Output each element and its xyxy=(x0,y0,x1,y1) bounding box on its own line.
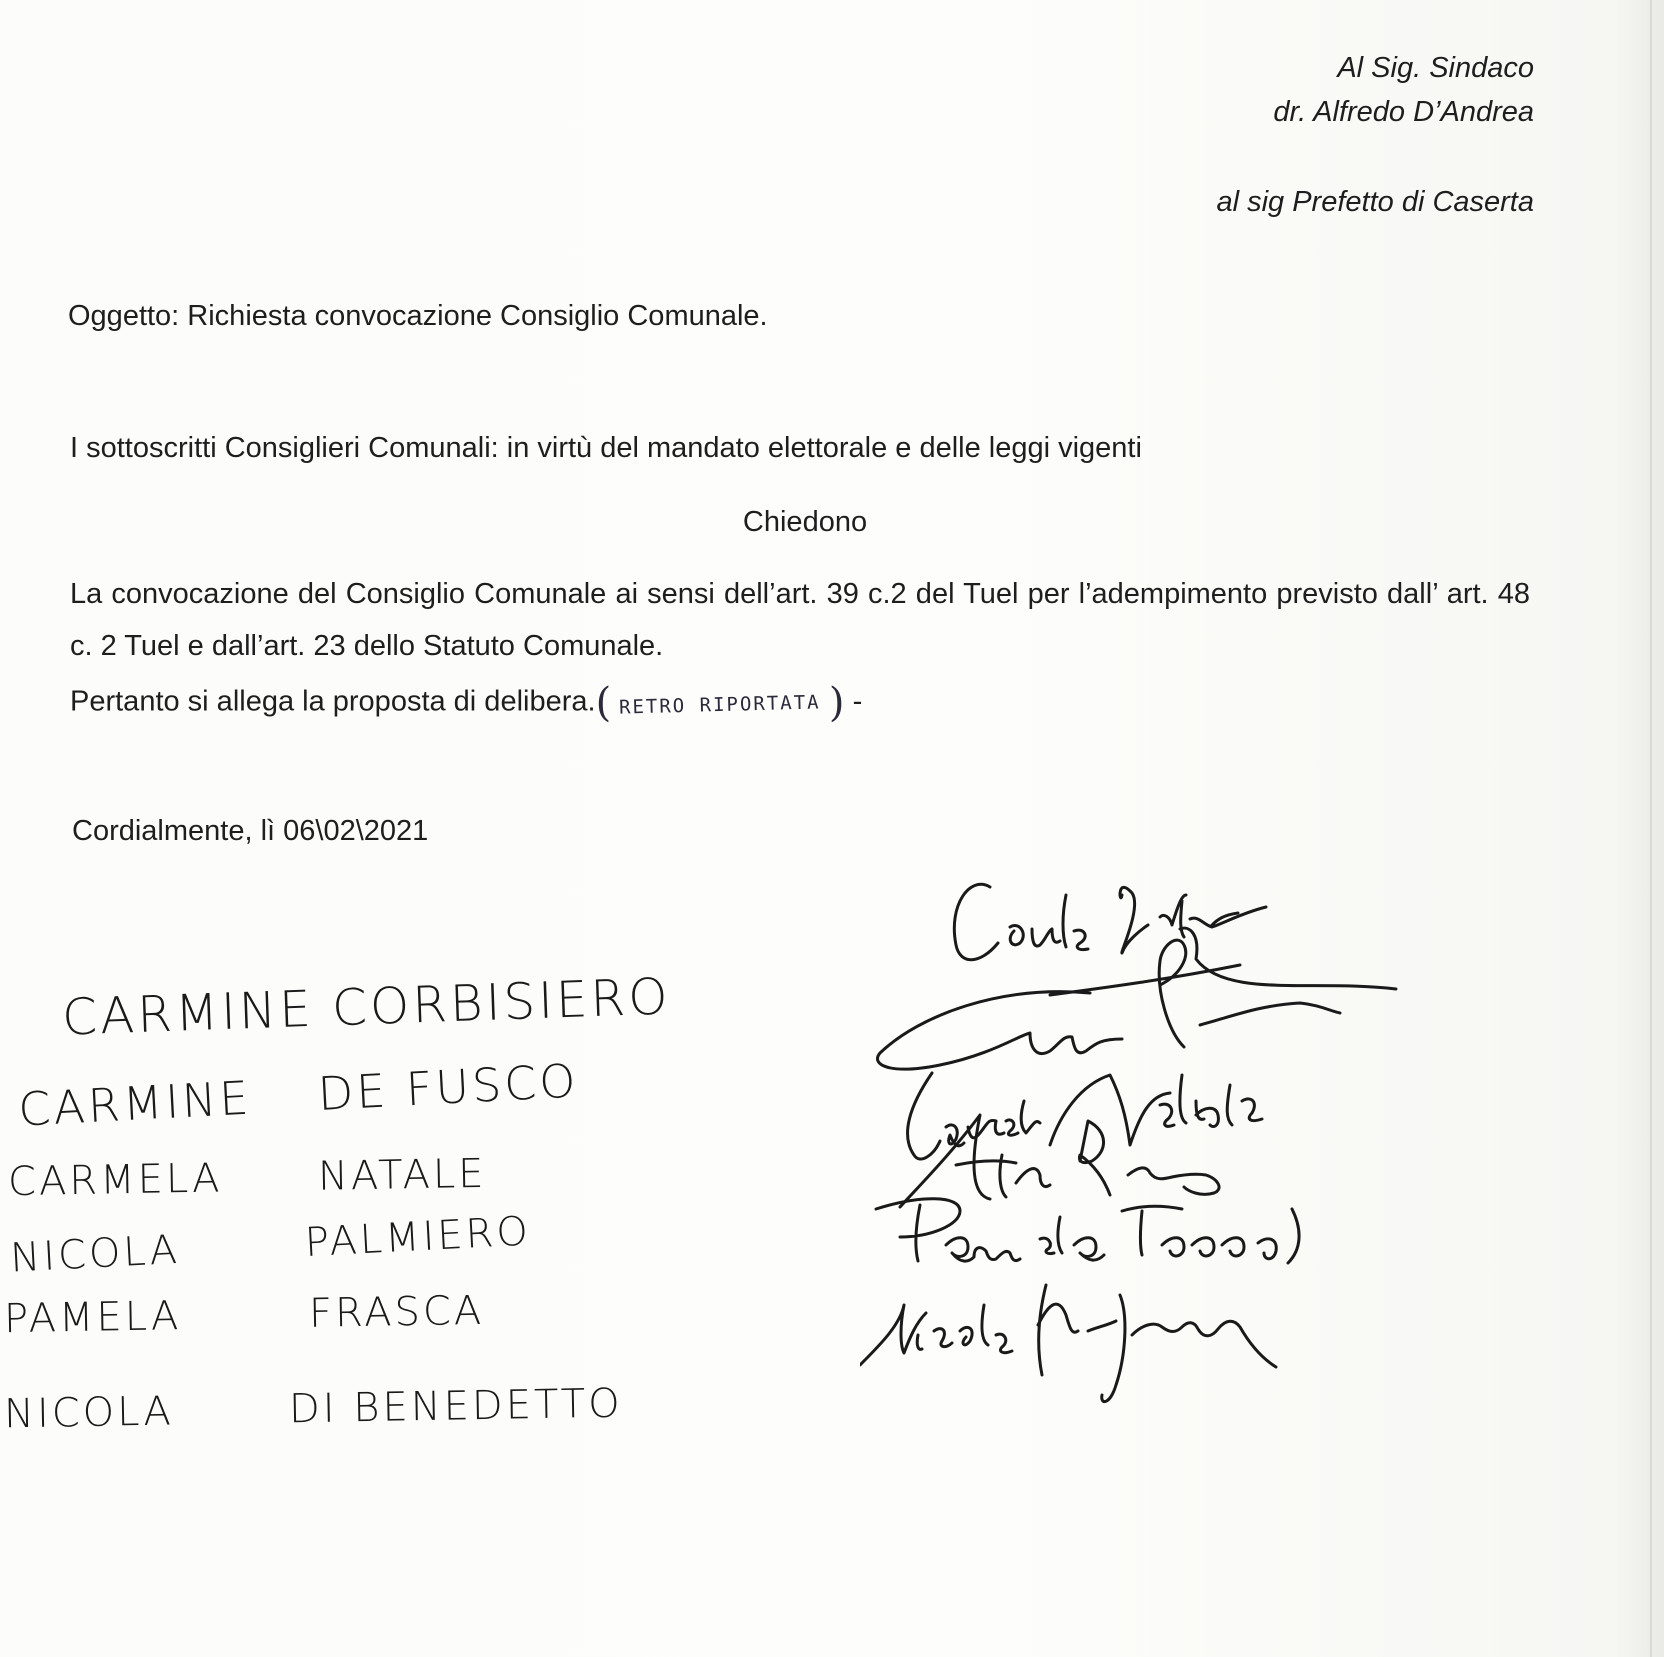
signature-6 xyxy=(860,1285,1276,1402)
handwritten-name-row xyxy=(9,1208,532,1281)
handwritten-name-row xyxy=(4,1288,485,1342)
recipients-block xyxy=(1216,46,1534,224)
intro-text: I sottoscritti Consiglieri Comunali: in virtù del mandato elettorale e delle leggi vigenti xyxy=(70,432,1142,464)
handwritten-name-row xyxy=(17,1053,580,1136)
name-first: PAMELA xyxy=(3,1293,182,1343)
name-last: CORBISIERO xyxy=(331,967,672,1038)
name-first: CARMELA xyxy=(7,1155,223,1206)
recipient-mayor-name: dr. Alfredo D’Andrea xyxy=(1273,96,1534,128)
name-first: NICOLA xyxy=(9,1226,182,1282)
page-edge xyxy=(1650,0,1652,1657)
body-paragraph: La convocazione del Consiglio Comunale ai sensi dell’art. 39 c.2 del Tuel per l’adempimento previsto dall’ art. 48 c. 2 Tuel e dall’art. 23 dello Statuto Comunale. xyxy=(70,578,1530,662)
attachment-trail: - xyxy=(852,685,863,718)
recipient-mayor: Al Sig. Sindaco xyxy=(1337,52,1534,84)
name-last: PALMIERO xyxy=(303,1208,532,1267)
handwritten-name-row xyxy=(61,967,671,1046)
recipient-prefect: al sig Prefetto di Caserta xyxy=(1216,186,1534,218)
handwritten-names xyxy=(0,950,720,1450)
name-last: FRASCA xyxy=(308,1287,485,1337)
signatures-block xyxy=(860,865,1560,1485)
signature-4 xyxy=(900,1115,1219,1207)
closing-date: Cordialmente, lì 06\02\2021 xyxy=(72,815,429,847)
name-first: NICOLA xyxy=(3,1388,175,1438)
name-last: NATALE xyxy=(317,1150,487,1200)
attachment-text: Pertanto si allega la proposta di delibera. xyxy=(70,685,596,718)
handwritten-name-row xyxy=(4,1381,623,1438)
attachment-line: Pertanto si allega la proposta di delibera.( RETRO RIPORTATA ) - xyxy=(70,680,863,726)
signature-2 xyxy=(878,928,1397,1069)
signature-3 xyxy=(908,1073,1262,1159)
name-last: DI BENEDETTO xyxy=(288,1380,624,1433)
subject-line: Oggetto: Richiesta convocazione Consiglio Comunale. xyxy=(68,300,768,332)
name-first: CARMINE xyxy=(61,979,315,1047)
name-first: CARMINE xyxy=(16,1070,253,1137)
name-last: DE FUSCO xyxy=(316,1053,580,1121)
signature-1 xyxy=(954,884,1266,959)
request-heading: Chiedono xyxy=(742,506,868,538)
handwritten-attachment-note: RETRO RIPORTATA xyxy=(618,691,822,719)
signature-5 xyxy=(876,1199,1299,1263)
handwritten-name-row xyxy=(8,1151,487,1205)
